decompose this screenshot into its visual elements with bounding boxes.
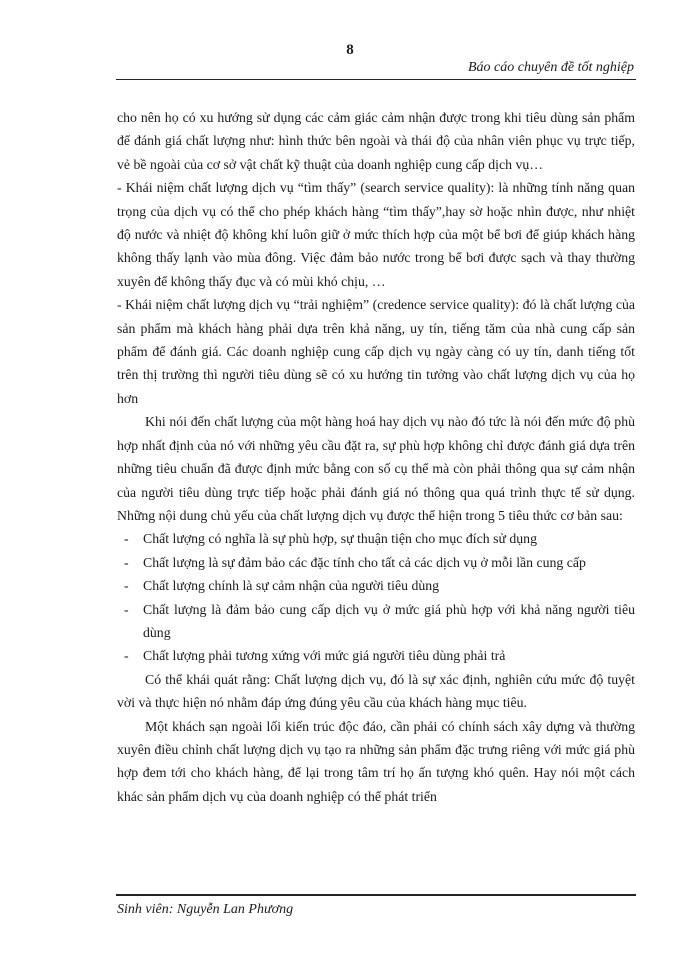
bullet-dash: - [124, 531, 129, 547]
bullet-dash: - [124, 601, 129, 617]
footer-student: Sinh viên: Nguyễn Lan Phương [117, 902, 294, 917]
header-title: Báo cáo chuyên đề tốt nghiệp [467, 60, 634, 75]
bullet-dash: - [124, 554, 129, 570]
list-item [117, 644, 635, 667]
list-item-text: Chất lượng có nghĩa là sự phù hợp, sự thuận tiện cho mục đích sử dụng [143, 531, 537, 547]
list-item [117, 527, 635, 550]
bullet-dash: - [124, 578, 129, 594]
list-item-text: Chất lượng là đảm bảo cung cấp dịch vụ ở mức giá phù hợp với khả năng người tiêu dùng [143, 601, 635, 640]
paragraph-continuation: cho nên họ có xu hướng sử dụng các cảm giác cảm nhận được trong khi tiêu dùng sản phẩm để đánh giá chất lượng như: hình thức bên ngoài và thái độ của nhân viên phục vụ trực tiếp, vẻ bề ngoài của cơ sở vật chất kỹ thuật của doanh nghiệp cung cấp dịch vụ… [117, 110, 635, 172]
paragraph-quality-definition: Khi nói đến chất lượng của một hàng hoá hay dịch vụ nào đó tức là nói đến mức độ phù hợp nhất định của nó với những yêu cầu đặt ra, sự phù hợp không chỉ được đánh giá dựa trên những tiêu chuẩn đã được định mức bằng con số cụ thể mà còn phải thông qua sự cảm nhận của người tiêu dùng trực tiếp hoặc phải đánh giá nó thông qua quá trình thực tế sử dụng. Những nội dung chủ yếu của chất lượng dịch vụ được thể hiện trong 5 tiêu thức cơ bản sau: [117, 414, 635, 523]
paragraph-hotel: Một khách sạn ngoài lối kiến trúc độc đáo, cần phải có chính sách xây dựng và thường xuyên điều chỉnh chất lượng dịch vụ tạo ra những sản phẩm đặc trưng riêng với mức giá phù hợp đem tới cho khách hàng, để lại trong tâm trí họ ấn tượng khó quên. Hay nói một cách khác sản phẩm dịch vụ của doanh nghiệp có thể phát triển [117, 718, 635, 804]
list-item-text: Chất lượng là sự đảm bảo các đặc tính cho tất cả các dịch vụ ở mỗi lần cung cấp [143, 554, 586, 570]
bullet-dash: - [124, 648, 129, 664]
list-item-text: Chất lượng chính là sự cảm nhận của người tiêu dùng [143, 578, 440, 594]
header-divider [116, 79, 636, 80]
page-number: 8 [346, 42, 354, 58]
paragraph-search-quality: - Khái niệm chất lượng dịch vụ “tìm thấy” (search service quality): là những tính năng quan trọng của dịch vụ có thể cho phép khách hàng “tìm thấy”,hay sờ hoặc nhìn được, như nhiệt độ nước và nhiệt độ không khí luôn giữ ở mức thích hợp của một bể bơi để giúp khách hàng không thấy lạnh vào mùa đông. Việc đảm bảo nước trong bể bơi được sạch và thay thường xuyên để không thấy đục và có mùi khó chịu, … [117, 180, 635, 289]
paragraph-credence-quality: - Khái niệm chất lượng dịch vụ “trải nghiệm” (credence service quality): đó là chất lượng của sản phẩm mà khách hàng phải dựa trên khả năng, uy tín, tiếng tăm của nhà cung cấp sản phẩm để đánh giá. Các doanh nghiệp cung cấp dịch vụ ngày càng có uy tín, danh tiếng tốt trên thị trường thì người tiêu dùng sẽ có xu hướng tin tưởng vào chất lượng dịch vụ của họ hơn [117, 297, 635, 406]
list-item [117, 598, 635, 645]
list-item [117, 574, 635, 597]
list-item-text: Chất lượng phải tương xứng với mức giá người tiêu dùng phải trả [143, 648, 506, 664]
paragraph-summary: Có thể khái quát rằng: Chất lượng dịch vụ, đó là sự xác định, nghiên cứu mức độ tuyệt vời và thực hiện nó nhằm đáp ứng đúng yêu cầu của khách hàng mục tiêu. [117, 671, 635, 711]
footer-divider [116, 894, 636, 896]
list-item [117, 551, 635, 574]
body-text [117, 106, 635, 808]
